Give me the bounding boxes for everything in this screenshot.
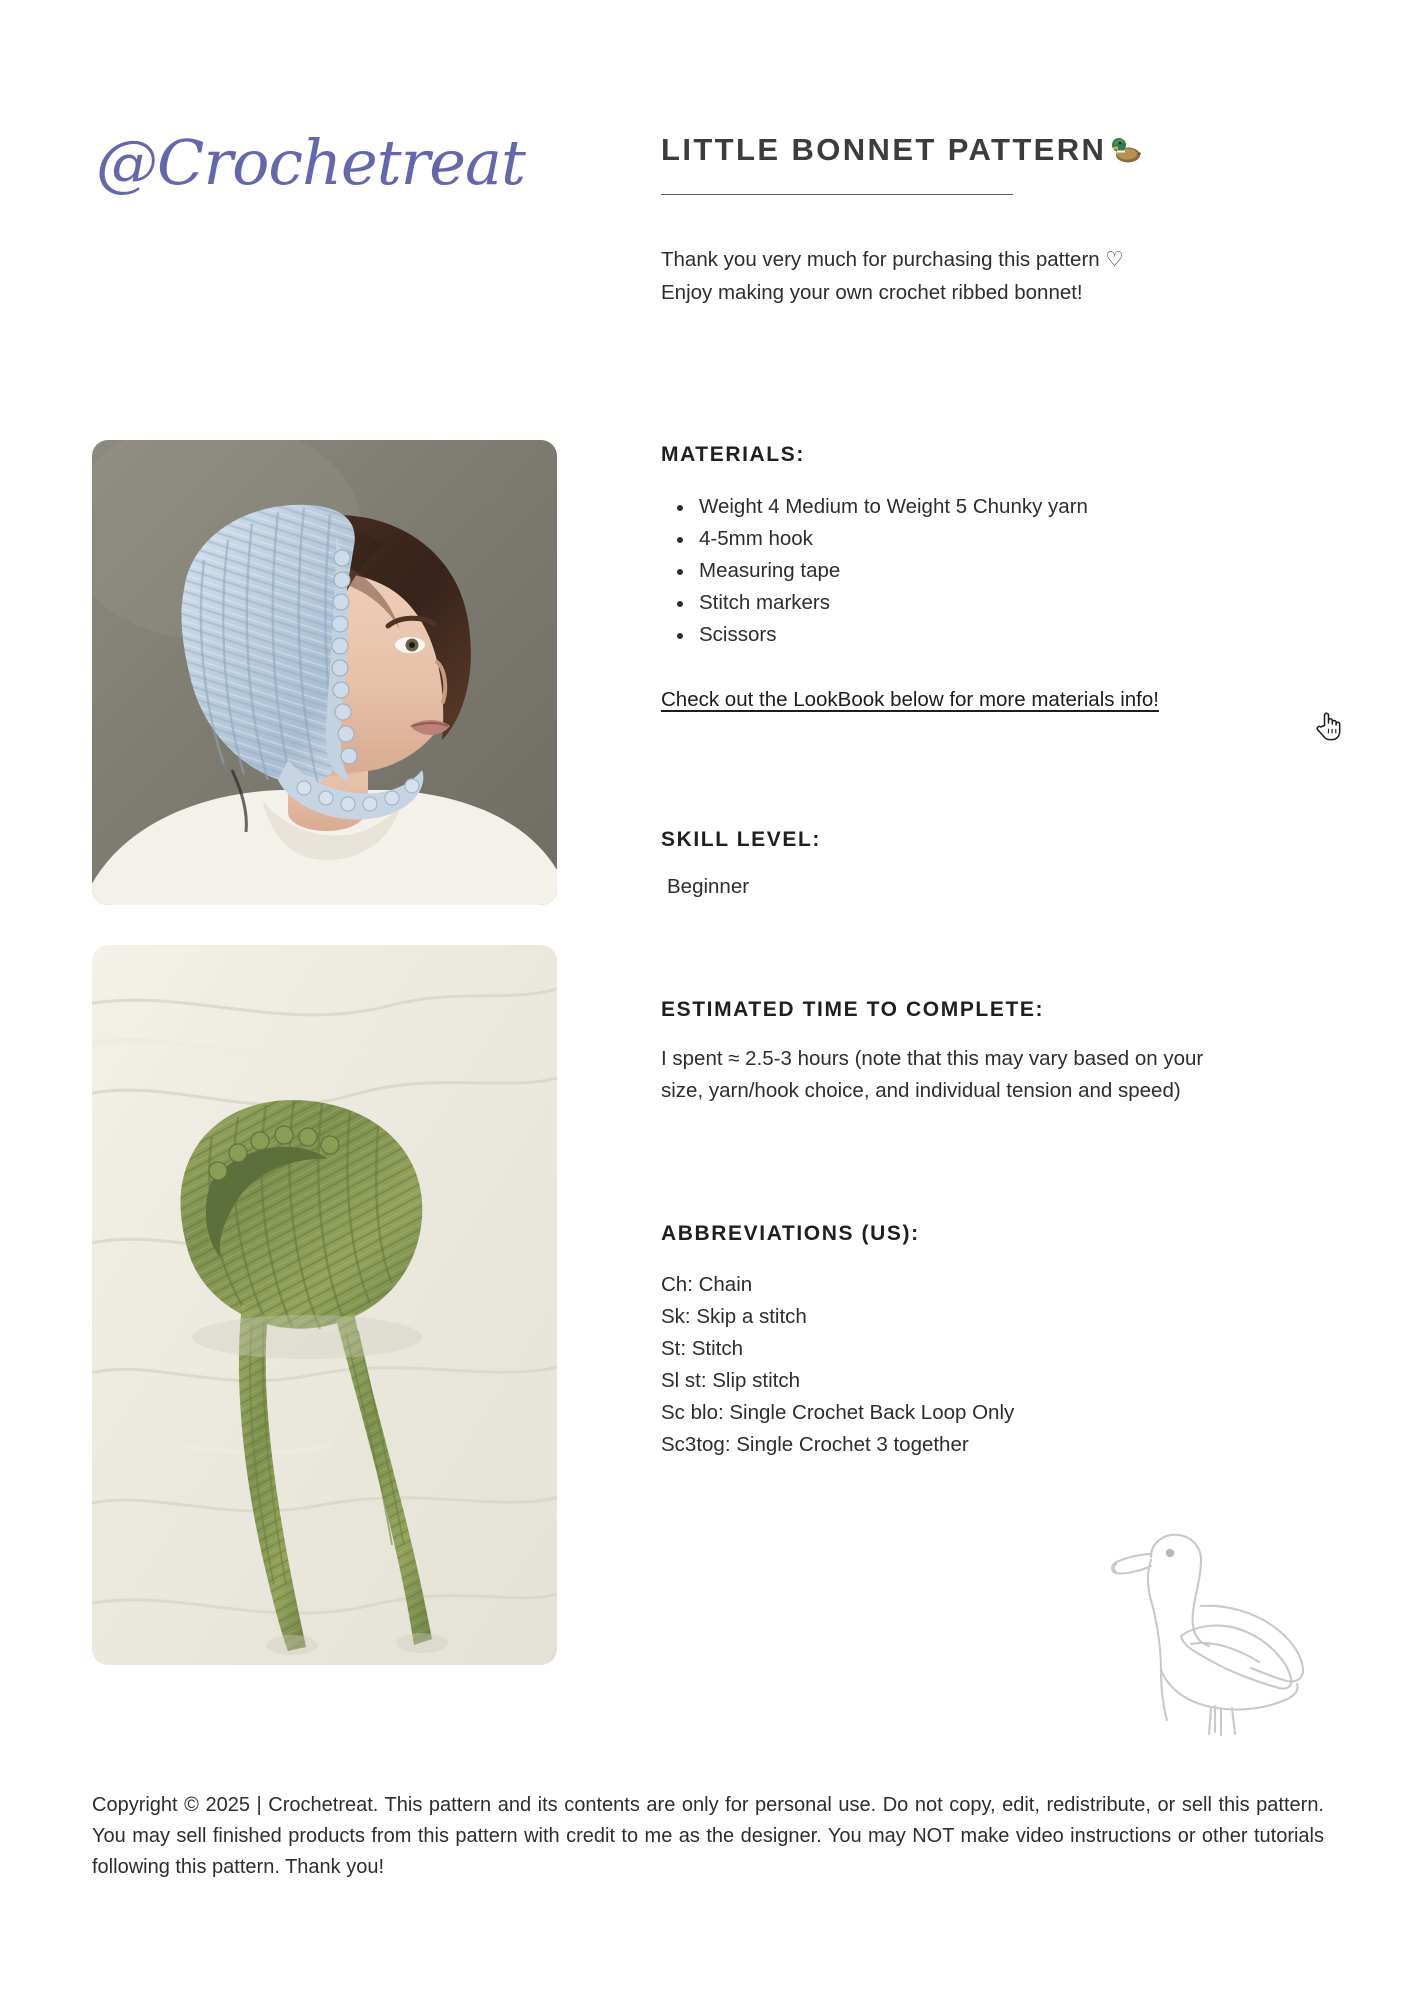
- list-item: Measuring tape: [661, 555, 1361, 587]
- brand-logo: @Crochetreat: [96, 126, 525, 199]
- estimated-time-section: [661, 998, 1361, 1107]
- footer-copyright: Copyright © 2025 | Crochetreat. This pattern and its contents are only for personal use. Do not copy, edit, redistribute, or sell this pattern. You may sell finished products from this pattern with credit to me as the designer. You may NOT make video instructions or other tutorials following this pattern. Thank you!: [92, 1794, 1324, 1878]
- estimated-time-heading: ESTIMATED TIME TO COMPLETE:: [661, 998, 1045, 1021]
- materials-list: [661, 491, 1361, 651]
- intro-line-2: Enjoy making your own crochet ribbed bonnet!: [661, 281, 1083, 304]
- lookbook-link[interactable]: Check out the LookBook below for more materials info!: [661, 688, 1159, 711]
- list-item: St: Stitch: [661, 1337, 744, 1360]
- list-item: 4-5mm hook: [661, 523, 1361, 555]
- abbreviations-list: [661, 1269, 1361, 1461]
- bonnet-flatlay-photo: [92, 945, 557, 1665]
- skill-level-value: Beginner: [667, 875, 750, 898]
- list-item: Sc3tog: Single Crochet 3 together: [661, 1433, 969, 1456]
- intro-line-1: Thank you very much for purchasing this pattern ♡: [661, 248, 1124, 271]
- page-title-text: LITTLE BONNET PATTERN: [661, 132, 1107, 167]
- abbreviations-heading: ABBREVIATIONS (US):: [661, 1222, 920, 1245]
- estimated-time-value: I spent ≈ 2.5-3 hours (note that this may vary based on your size, yarn/hook choice, and individual tension and speed): [661, 1047, 1204, 1102]
- list-item: Ch: Chain: [661, 1273, 753, 1296]
- list-item: Stitch markers: [661, 587, 1361, 619]
- skill-level-section: [661, 828, 1361, 902]
- list-item: Scissors: [661, 619, 1361, 651]
- bonnet-worn-photo: [92, 440, 557, 905]
- skill-level-heading: SKILL LEVEL:: [661, 828, 821, 851]
- duck-line-art: [1085, 1520, 1315, 1740]
- intro-paragraph: [661, 243, 1341, 309]
- list-item: Sk: Skip a stitch: [661, 1305, 807, 1328]
- materials-heading: MATERIALS:: [661, 443, 805, 466]
- title-divider: [661, 194, 1013, 195]
- materials-section: [661, 443, 1361, 715]
- abbreviations-section: [661, 1222, 1361, 1461]
- list-item: Sl st: Slip stitch: [661, 1369, 800, 1392]
- duck-emoji: [1108, 135, 1142, 165]
- title-block: [661, 132, 1301, 195]
- list-item: Weight 4 Medium to Weight 5 Chunky yarn: [661, 491, 1361, 523]
- page-title: [661, 132, 1301, 168]
- list-item: Sc blo: Single Crochet Back Loop Only: [661, 1401, 1015, 1424]
